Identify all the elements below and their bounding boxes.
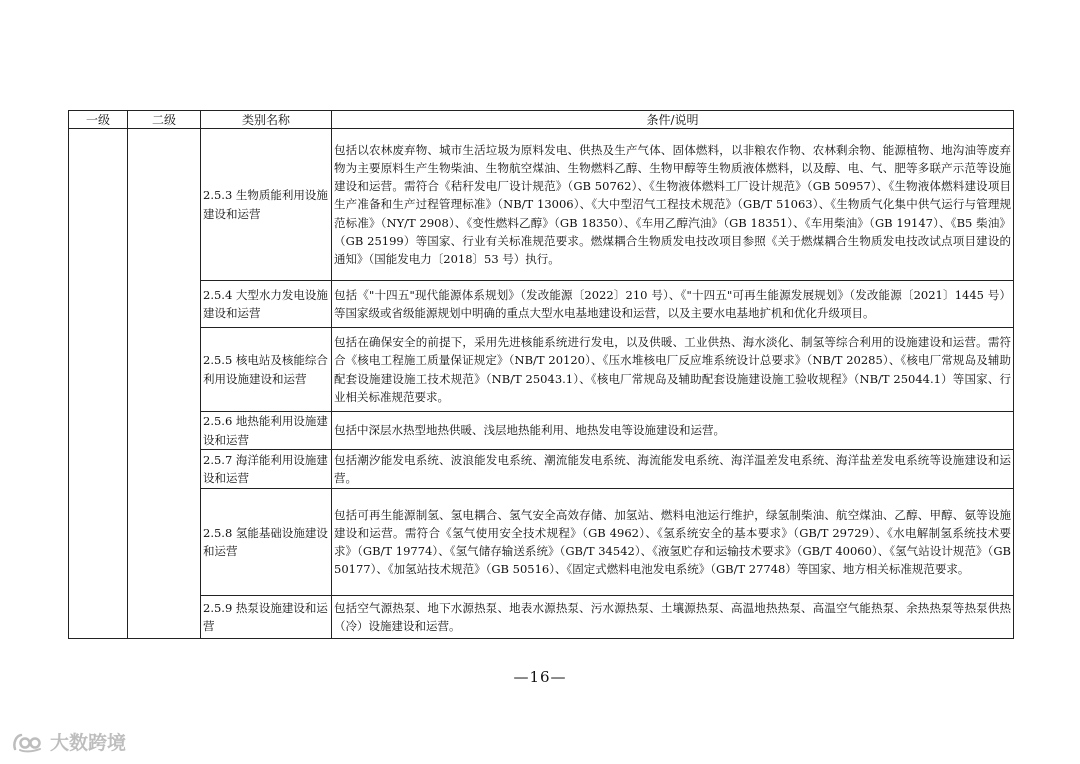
category-name-cell: 2.5.5 核电站及核能综合利用设施建设和运营 <box>201 328 332 412</box>
table-header-row <box>69 111 1014 129</box>
description-cell: 包括以农林废弃物、城市生活垃圾为原料发电、供热及生产气体、固体燃料，以非粮农作物、农林剩余物、能源植物、地沟油等废弃物为主要原料生产生物柴油、生物航空煤油、生物燃料乙醇、生物甲醇等生物质液体燃料，以及醇、电、气、肥等多联产示范等设施建设和运营。需符合《秸秆发电厂设计规范》（GB 50762）、《生物液体燃料工厂设计规范》（GB 50957）、《生物液体燃料建设项目生产准备和生产过程管理标准》（NB/T 13006）、《大中型沼气工程技术规范》（GB/T 51063）、《生物质气化集中供气运行与管理规范标准》（NY/T 2908）、《变性燃料乙醇》（GB 18350）、《车用乙醇汽油》（GB 18351）、《车用柴油》（GB 19147）、《B5 柴油》（GB 25199）等国家、行业有关标准规范要求。燃煤耦合生物质发电技改项目参照《关于燃煤耦合生物质发电技改试点项目建设的通知》（国能发电力〔2018〕53 号）执行。 <box>332 129 1014 281</box>
table-row <box>69 129 1014 281</box>
table-row <box>69 596 1014 639</box>
table-row <box>69 412 1014 450</box>
description-cell: 包括中深层水热型地热供暖、浅层地热能利用、地热发电等设施建设和运营。 <box>332 412 1014 450</box>
category-name-cell: 2.5.9 热泵设施建设和运营 <box>201 596 332 639</box>
category-name-cell: 2.5.7 海洋能利用设施建设和运营 <box>201 450 332 489</box>
header-category-name: 类别名称 <box>201 111 332 129</box>
table-row <box>69 489 1014 596</box>
header-conditions: 条件/说明 <box>332 111 1014 129</box>
description-cell: 包括可再生能源制氢、氢电耦合、氢气安全高效存储、加氢站、燃料电池运行维护，绿氢制柴油、航空煤油、乙醇、甲醇、氨等设施建设和运营。需符合《氢气使用安全技术规程》（GB 4962）、《氢系统安全的基本要求》（GB/T 29729）、《水电解制氢系统技术要求》（GB/T 19774）、《氢气储存输送系统》（GB/T 34542）、《液氢贮存和运输技术要求》（GB/T 40060）、《氢气站设计规范》（GB 50177）、《加氢站技术规范》（GB 50516）、《固定式燃料电池发电系统》（GB/T 27748）等国家、地方相关标准规范要求。 <box>332 489 1014 596</box>
description-cell: 包括在确保安全的前提下，采用先进核能系统进行发电，以及供暖、工业供热、海水淡化、制氢等综合利用的设施建设和运营。需符合《核电工程施工质量保证规定》（NB/T 20120）、《压水堆核电厂反应堆系统设计总要求》（NB/T 20285）、《核电厂常规岛及辅助配套设施建设施工技术规范》（NB/T 25043.1）、《核电厂常规岛及辅助配套设施建设施工验收规程》（NB/T 25044.1）等国家、行业相关标准规范要求。 <box>332 328 1014 412</box>
header-level1: 一级 <box>69 111 128 129</box>
category-name-cell: 2.5.3 生物质能利用设施建设和运营 <box>201 129 332 281</box>
category-name-cell: 2.5.6 地热能利用设施建设和运营 <box>201 412 332 450</box>
description-cell: 包括《"十四五"现代能源体系规划》（发改能源〔2022〕210 号）、《"十四五"可再生能源发展规划》（发改能源〔2021〕1445 号）等国家级或省级能源规划中明确的重点大型水电基地建设和运营，以及主要水电基地扩机和优化升级项目。 <box>332 281 1014 328</box>
logo-icon <box>12 731 44 753</box>
level1-cell <box>69 129 128 639</box>
watermark-text: 大数跨境 <box>50 732 127 754</box>
table-row <box>69 281 1014 328</box>
category-name-cell: 2.5.4 大型水力发电设施建设和运营 <box>201 281 332 328</box>
description-cell: 包括潮汐能发电系统、波浪能发电系统、潮流能发电系统、海流能发电系统、海洋温差发电系统、海洋盐差发电系统等设施建设和运营。 <box>332 450 1014 489</box>
category-name-cell: 2.5.8 氢能基础设施建设和运营 <box>201 489 332 596</box>
level2-cell <box>128 129 201 639</box>
header-level2: 二级 <box>128 111 201 129</box>
description-cell: 包括空气源热泵、地下水源热泵、地表水源热泵、污水源热泵、土壤源热泵、高温地热热泵、高温空气能热泵、余热热泵等热泵供热（冷）设施建设和运营。 <box>332 596 1014 639</box>
category-table <box>68 110 1014 639</box>
page-number: —16— <box>513 668 567 686</box>
table-row <box>69 328 1014 412</box>
table-row <box>69 450 1014 489</box>
watermark <box>12 728 126 755</box>
